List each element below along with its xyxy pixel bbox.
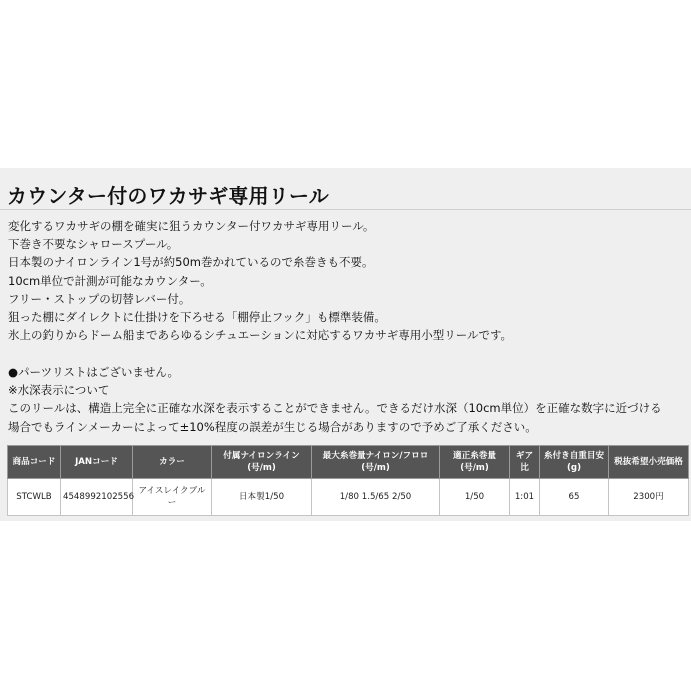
header-included-line: 付属ナイロンライン(号/m)	[212, 446, 312, 479]
description-line: 日本製のナイロンライン1号が約50m巻かれているので糸巻きも不要。	[8, 255, 374, 270]
header-proper-line-capacity: 適正糸巻量(号/m)	[440, 446, 510, 479]
description-line: フリー・ストップの切替レバー付。	[8, 291, 191, 306]
header-price: 税抜希望小売価格	[609, 446, 689, 479]
cell-included-line: 日本製1/50	[212, 479, 312, 516]
description-line: 下巻き不要なシャロースプール。	[8, 237, 179, 252]
page-title: カウンター付のワカサギ専用リール	[7, 184, 329, 208]
header-weight: 糸付き自重目安(g)	[540, 446, 609, 479]
header-gear-ratio: ギア比	[510, 446, 540, 479]
table-row	[8, 479, 689, 516]
cell-gear-ratio: 1:01	[510, 479, 540, 516]
cell-color: アイスレイクブルー	[133, 479, 212, 516]
description-line: 氷上の釣りからドーム船まであらゆるシチュエーションに対応するワカサギ専用小型リールです。	[8, 328, 513, 343]
cell-max-line-capacity: 1/80 1.5/65 2/50	[312, 479, 440, 516]
description-line: 変化するワカサギの棚を確実に狙うカウンター付ワカサギ専用リール。	[8, 219, 375, 233]
description-line: 狙った棚にダイレクトに仕掛けを下ろせる「棚停止フック」も標準装備。	[8, 310, 386, 325]
cell-product-code: STCWLB	[8, 479, 61, 516]
spec-table	[7, 445, 689, 516]
depth-display-note: このリールは、構造上完全に正確な水深を表示することができません。できるだけ水深（10cm単位）を正確な数字に近づける	[8, 401, 662, 416]
header-jan-code: JANコード	[61, 446, 133, 479]
depth-display-note: 場合でもラインメーカーによって±10%程度の誤差が生じる場合がありますので予めご了承ください。	[8, 419, 537, 434]
cell-weight: 65	[540, 479, 609, 516]
cell-price: 2300円	[609, 479, 689, 516]
parts-list-note: ●パーツリストはございません。	[8, 365, 180, 379]
depth-display-heading: ※水深表示について	[8, 383, 110, 398]
header-product-code: 商品コード	[8, 446, 61, 479]
product-description	[8, 217, 512, 344]
title-divider	[0, 209, 691, 210]
cell-proper-line-capacity: 1/50	[440, 479, 510, 516]
notes-section	[8, 363, 662, 436]
header-color: カラー	[133, 446, 212, 479]
header-max-line-capacity: 最大糸巻量ナイロン/フロロ(号/m)	[312, 446, 440, 479]
cell-jan-code: 4548992102556	[61, 479, 133, 516]
spec-table-header-row	[8, 446, 689, 479]
description-line: 10cm単位で計測が可能なカウンター。	[8, 273, 212, 288]
